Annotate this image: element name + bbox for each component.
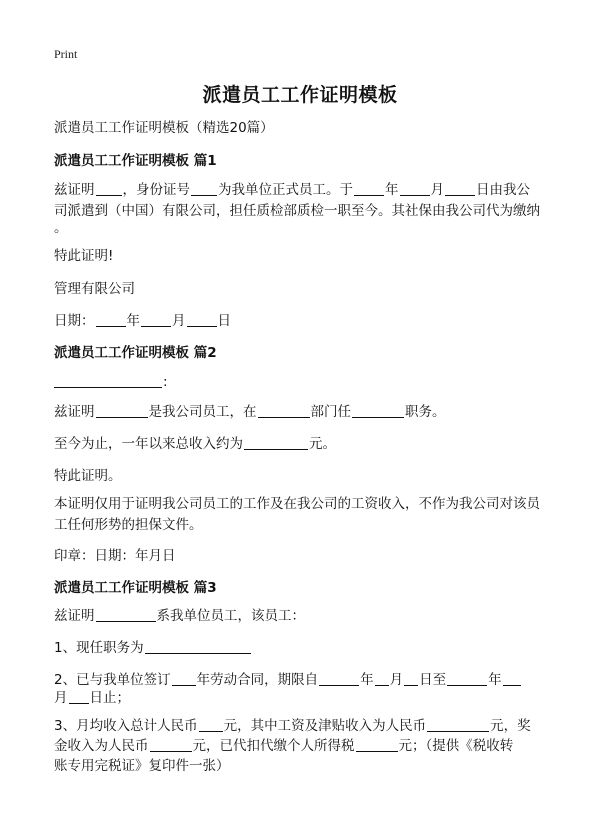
month-blank — [400, 181, 430, 196]
section3-item3: 3、月均收入总计人民币 元，其中工资及津贴收入为人民币 元，奖 — [54, 718, 531, 734]
department-blank — [258, 403, 310, 418]
section1-certify: 特此证明! — [54, 248, 114, 264]
section2-disclaimer: 本证明仅用于证明我公司员工的工作及在我公司的工资收入，不作为我公司对该员工任何形势的担保文件。 — [54, 496, 540, 533]
total-income-blank — [199, 717, 223, 732]
year-blank — [354, 181, 384, 196]
section1-heading: 派遣员工工作证明模板 篇1 — [54, 153, 217, 169]
section2-heading: 派遣员工工作证明模板 篇2 — [54, 345, 217, 361]
section3-item3-cont: 金收入为人民币 元，已代扣代缴个人所得税 元；（提供《税收转 — [54, 738, 514, 754]
start-day-blank — [404, 671, 418, 686]
section3-item1: 1、现任职务为 — [54, 638, 549, 659]
section3-item2-cont: 月 日止； — [54, 690, 130, 706]
position-blank — [352, 403, 404, 418]
section2-paragraph1: 兹证明 是我公司员工，在 部门任 职务。 — [54, 404, 446, 420]
section2-addressee: : — [54, 372, 549, 393]
end-blank — [503, 671, 521, 686]
section1-company: 管理有限公司 — [54, 281, 135, 297]
day-blank — [445, 181, 475, 196]
section3-heading: 派遣员工工作证明模板 篇3 — [54, 580, 217, 596]
name-blank — [96, 181, 122, 196]
page-title: 派遣员工工作证明模板 — [202, 84, 398, 106]
section2-seal: 印章：日期：年月日 — [54, 548, 176, 564]
day-blank — [187, 312, 217, 327]
end-year-blank — [447, 671, 487, 686]
start-year-blank — [319, 671, 359, 686]
section3-item2: 2、已与我单位签订 年劳动合同，期限自 年 月 日至 年 — [54, 670, 549, 691]
income-blank — [244, 435, 308, 450]
section1-paragraph1: 兹证明 ，身份证号 为我单位正式员工。于 年 月 日由我公 — [54, 182, 530, 198]
section2-certify: 特此证明。 — [54, 468, 122, 484]
year-blank — [96, 312, 126, 327]
section1-date: 日期： 年 月 日 — [54, 313, 231, 329]
section1-paragraph1-end: 。 — [54, 220, 68, 236]
salary-blank — [427, 717, 489, 732]
id-blank — [191, 181, 217, 196]
section1-paragraph1-cont: 司派遣到（中国）有限公司，担任质检部质检一职至今。其社保由我公司代为缴纳 — [54, 203, 540, 219]
intro-text: 派遣员工工作证明模板（精选20篇） — [54, 120, 274, 136]
start-month-blank — [375, 671, 389, 686]
name-blank — [96, 403, 148, 418]
print-link[interactable]: Print — [54, 47, 78, 61]
addressee-blank — [54, 373, 162, 388]
section3-paragraph1: 兹证明 系我单位员工，该员工： — [54, 608, 305, 624]
month-blank — [141, 312, 171, 327]
section2-paragraph2: 至今为止，一年以来总收入约为 元。 — [54, 436, 336, 452]
years-blank — [172, 671, 196, 686]
end-day-blank — [69, 689, 89, 704]
bonus-blank — [150, 737, 192, 752]
section3-item3-end: 账专用完税证》复印件一张） — [54, 758, 230, 774]
tax-blank — [356, 737, 398, 752]
position-blank — [145, 639, 251, 654]
name-blank — [96, 607, 156, 622]
